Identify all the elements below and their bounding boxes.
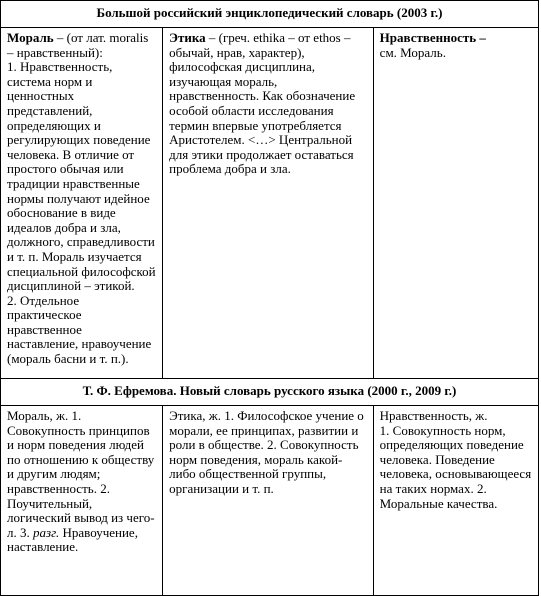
section2-row	[1, 406, 539, 596]
section2-cell-nravstvennost	[373, 406, 538, 596]
efremova-nravstvennost: Нравственность, ж. 1. Совокупность норм, определяющих поведение человека. Поведение человека, основывающееся на таких нормах. 2. Моральные качества.	[379, 408, 532, 511]
section1-header-row	[1, 1, 539, 28]
term-nravstvennost: Нравственность –	[379, 30, 486, 45]
section2-header-row	[1, 379, 539, 406]
section2-cell-morality	[1, 406, 163, 596]
term-morality: Мораль	[7, 30, 54, 45]
efremova-morality-part2: Нравоучение, наставление.	[7, 524, 138, 555]
section2-title: Т. Ф. Ефремова. Новый словарь русского языка (2000 г., 2009 г.)	[1, 379, 539, 406]
efremova-morality-part1: Мораль, ж. 1. Совокупность принципов и норм поведения людей по отношению к обществу и другим людям; нравственность. 2. Поучительный, логический вывод из чего-л. 3.	[7, 408, 155, 540]
section2-cell-ethics	[163, 406, 374, 596]
section1-cell-morality	[1, 28, 163, 379]
section1-row	[1, 28, 539, 379]
term-ethics: Этика	[169, 30, 206, 45]
definition-nravstvennost: см. Мораль.	[379, 44, 446, 60]
definition-morality: – (от лат. moralis – нравственный): 1. Нравственность, система норм и ценностных представлений, определяющих и регулирующих поведение человека. В отличие от простого обычая или традиции нравственные нормы получают идейное обоснование в виде идеалов добра и зла, должного, справедливости и т. п. Мораль изучается специальной философской дисциплиной – этикой. 2. Отдельное практическое нравственное наставление, нравоучение (мораль басни и т. п.).	[7, 30, 156, 367]
definition-ethics: – (греч. ethika – от ethos – обычай, нрав, характер), философская дисциплина, изучающая мораль, нравственность. Как обозначение особой области исследования термин впервые употребляется Аристотелем. <…> Центральной для этики продолжает оставаться проблема добра и зла.	[169, 30, 356, 177]
section1-cell-ethics	[163, 28, 374, 379]
section1-title: Большой российский энциклопедический словарь (2003 г.)	[1, 1, 539, 28]
efremova-morality-italic: разг.	[33, 524, 60, 540]
section1-cell-morality-alt	[373, 28, 538, 379]
efremova-ethics: Этика, ж. 1. Философское учение о морали, ее принципах, развитии и роли в обществе. 2. Совокупность норм поведения, мораль какой-либо общественной группы, организации и т. п.	[169, 408, 364, 496]
